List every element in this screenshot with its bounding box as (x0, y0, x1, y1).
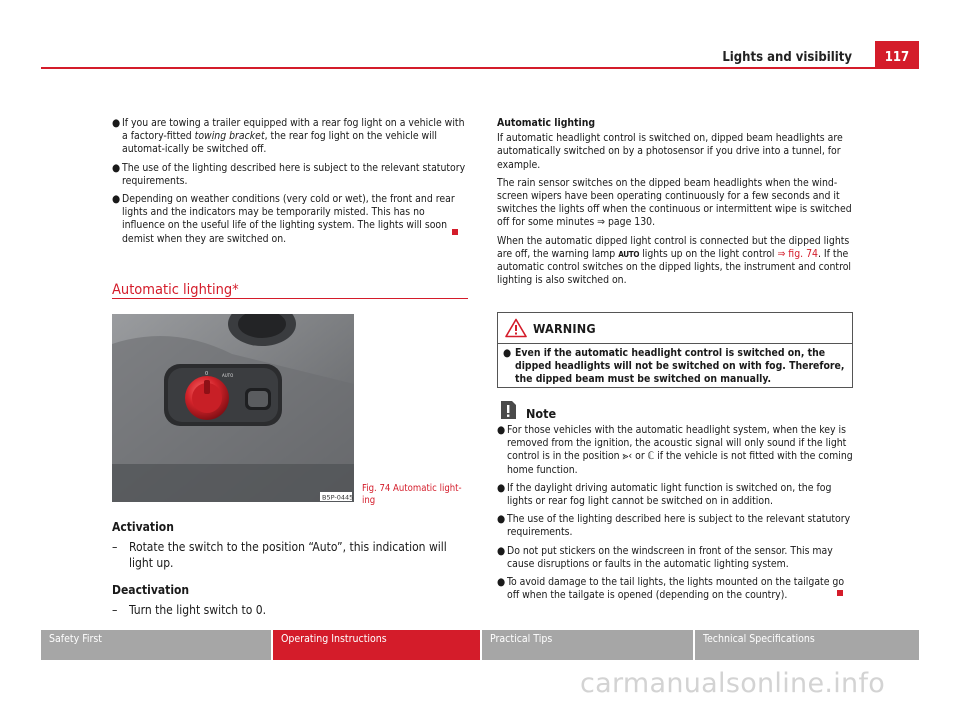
paragraph-text: When the automatic dipped light control is connected but the dipped lights are off, the warning lamp (497, 234, 850, 260)
bullet-text: Depending on weather conditions (very cold or wet), the front and rear lights and the indicators may be temporarily misted. This has no influence on the useful life of the lighting system. The lights will soon demist when they are switched on. (122, 193, 455, 245)
paragraph (497, 235, 853, 288)
bullet-icon: ● (497, 513, 506, 526)
bullet-icon: ● (112, 161, 121, 174)
note-text: If the daylight driving automatic light function is switched on, the fog lights or rear fog light cannot be switched on in addition. (507, 481, 832, 508)
watermark: carmanualsonline.info (580, 668, 886, 699)
bullet-icon: ● (497, 481, 506, 494)
warning-triangle-icon (505, 318, 527, 338)
warning-header (498, 313, 852, 344)
bullet-text-tail: , the rear fog light on the vehicle will automat-ically be switched off. (122, 130, 437, 156)
paragraph-text: . If the automatic control switches on the dipped lights, the instrument and control lighting is also switched on. (497, 247, 852, 287)
dash-icon: – (112, 540, 118, 554)
bullet-icon: ● (503, 347, 512, 359)
list-item (497, 545, 853, 571)
activation-heading: Activation (112, 520, 174, 534)
list-item (112, 162, 468, 188)
light-switch-photo (112, 314, 354, 502)
bullet-text: If you are towing a trailer equipped with a rear fog light on a vehicle with a factory-fitted (122, 117, 465, 143)
note-text: Do not put stickers on the windscreen in front of the sensor. This may cause disruptions or faults in the automatic lighting system. (507, 544, 833, 570)
tab-operating-instructions[interactable]: Operating Instructions (273, 630, 480, 660)
tab-technical-specifications[interactable]: Technical Specifications (695, 630, 919, 660)
paragraph: If automatic headlight control is switched on, dipped beam headlights are automatically switched on by a photosensor if you drive into a tunnel, for example. (497, 132, 843, 171)
tab-safety-first[interactable]: Safety First (41, 630, 271, 660)
auto-lamp-icon: AUTO (618, 249, 640, 259)
list-item (497, 576, 853, 602)
tab-practical-tips[interactable]: Practical Tips (482, 630, 693, 660)
figure-photo (112, 314, 354, 502)
svg-text:0: 0 (205, 371, 209, 377)
warning-text-content: Even if the automatic headlight control is switched on, the dipped headlights will not be switched on with fog. Therefore, the dipped beam must be switched on manually. (515, 347, 845, 386)
bullet-text: The use of the lighting described here is subject to the relevant statutory requirements. (122, 161, 466, 187)
activation-step (112, 539, 457, 571)
bullet-icon: ● (112, 193, 121, 206)
page-number: 117 (875, 41, 919, 68)
warning-label: WARNING (533, 321, 596, 336)
running-header-title: Lights and visibility (722, 50, 852, 65)
bullet-icon: ● (112, 117, 121, 129)
bullet-italic-term: towing bracket (194, 130, 265, 143)
section-rule (112, 298, 468, 299)
activation-step-text: Rotate the switch to the position “Auto”, this indication will light up. (129, 540, 447, 570)
end-of-section-icon (837, 590, 843, 596)
automatic-lighting-description (497, 117, 853, 292)
bullet-icon: ● (497, 544, 506, 557)
list-item (112, 193, 468, 246)
note-text: The use of the lighting described here is subject to the relevant statutory requirements. (507, 513, 851, 539)
warning-box (497, 312, 853, 388)
note-label: Note (526, 406, 557, 421)
list-item (497, 513, 853, 539)
deactivation-step-text: Turn the light switch to 0. (129, 603, 267, 617)
deactivation-heading: Deactivation (112, 583, 190, 597)
list-item (497, 424, 853, 477)
dash-icon: – (112, 603, 118, 617)
note-text: To avoid damage to the tail lights, the lights mounted on the tailgate go off when the tailgate is opened (depending on the country). (507, 576, 845, 602)
bullet-icon: ● (497, 576, 506, 589)
section-title: Automatic lighting* (112, 282, 239, 298)
warning-text (503, 347, 847, 387)
subheading: Automatic lighting (497, 117, 596, 129)
bullet-icon: ● (497, 424, 506, 436)
paragraph-text: lights up on the light control (639, 247, 778, 260)
svg-text:AUTO: AUTO (222, 373, 234, 378)
figure-code: B5P-0445 (322, 493, 354, 502)
list-item (497, 482, 853, 508)
list-item (112, 117, 468, 157)
note-list (497, 424, 853, 607)
paragraph: The rain sensor switches on the dipped beam headlights when the wind-screen wipers have been operating continuously for a few seconds and it switches the lights off when the continuous or intermittent wipe is switched off for some minutes ⇒ page 130. (497, 176, 852, 229)
note-text: For those vehicles with the automatic headlight system, when the key is removed from the ignition, the acoustic signal will only sound if the light control is in the position ⪢‹ or ℂ if the vehicle is not fitted with the coming home function. (507, 424, 853, 476)
deactivation-step (112, 602, 457, 618)
figure-caption: Fig. 74 Automatic light-ing (362, 483, 462, 506)
header-rule (41, 67, 919, 69)
left-bullet-list (112, 117, 468, 251)
figure-reference-link[interactable]: ⇒ fig. 74 (777, 247, 818, 260)
end-of-section-icon (452, 229, 458, 235)
note-icon (498, 400, 518, 420)
